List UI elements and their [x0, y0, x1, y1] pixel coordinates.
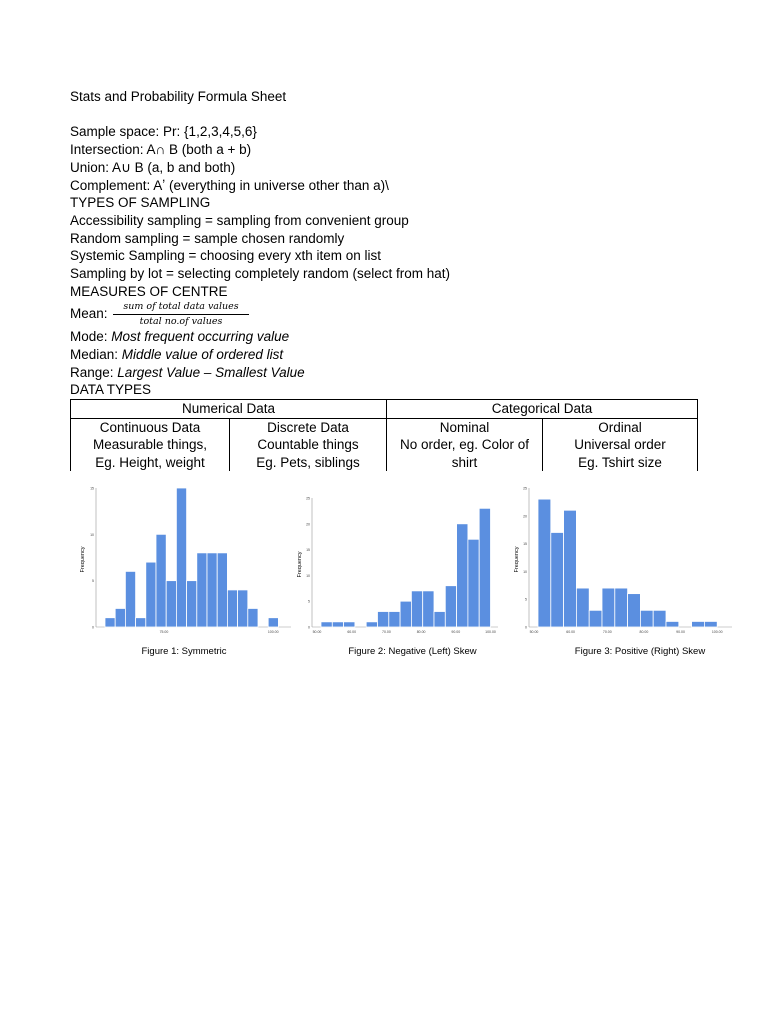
histogram-bar [197, 553, 207, 627]
histogram-bar [602, 588, 615, 627]
y-tick-label: 0 [525, 625, 527, 630]
categorical-header: Categorical Data [387, 400, 698, 419]
nominal-title: Nominal [439, 419, 490, 435]
y-tick-label: 15 [90, 486, 94, 491]
y-tick-label: 15 [306, 548, 310, 553]
histogram-bar [321, 622, 332, 627]
histogram-bar [400, 601, 411, 627]
histogram-bar [640, 610, 653, 627]
histogram-bar [187, 581, 197, 627]
histogram-bar [115, 608, 125, 627]
complement-line: Complement: Aʼ (everything in universe other than a)\ [70, 178, 389, 193]
ordinal-title: Ordinal [598, 419, 642, 435]
histogram-symmetric [78, 483, 293, 635]
histogram-bar [238, 590, 248, 627]
systemic-line: Systemic Sampling = choosing every xth item on list [70, 248, 382, 263]
continuous-title: Continuous Data [99, 419, 201, 435]
table-header-row [71, 400, 698, 419]
histogram-bar [653, 610, 666, 627]
y-tick-label: 20 [523, 514, 527, 519]
y-tick-label: 20 [306, 522, 310, 527]
data-types-heading: DATA TYPES [70, 382, 152, 397]
centre-heading: MEASURES OF CENTRE [70, 284, 228, 299]
histogram-bar [378, 612, 389, 627]
discrete-example: Eg. Pets, siblings [256, 454, 360, 470]
continuous-cell [71, 418, 230, 471]
y-tick-label: 25 [306, 496, 310, 501]
ordinal-example: Eg. Tshirt size [578, 454, 662, 470]
histogram-bar [615, 588, 628, 627]
x-tick-label: 100.00 [711, 630, 723, 634]
histogram-bar [105, 618, 115, 627]
mode-value: Most frequent occurring value [111, 329, 290, 344]
histogram-bar [227, 590, 237, 627]
histogram-bar [166, 581, 176, 627]
continuous-desc: Measurable things, [92, 437, 208, 452]
histogram-bar [551, 532, 564, 627]
mean-denominator: total no.of values [139, 316, 223, 327]
y-tick-label: 0 [92, 625, 94, 630]
mode-label: Mode: [70, 329, 112, 344]
lot-line: Sampling by lot = selecting completely random (select from hat) [70, 266, 451, 281]
histogram-bar [156, 534, 166, 627]
mode-line [70, 328, 289, 345]
x-tick-label: 70.00 [602, 630, 612, 634]
table-body-row [71, 418, 698, 471]
y-tick-label: 5 [525, 597, 527, 602]
histogram-bar [366, 622, 377, 627]
y-tick-label: 10 [90, 532, 94, 537]
nominal-example: shirt [451, 454, 478, 470]
range-line [70, 364, 305, 381]
x-tick-label: 90.00 [676, 630, 685, 634]
page-title: Stats and Probability Formula Sheet [70, 89, 287, 104]
y-tick-label: 0 [308, 625, 310, 630]
y-axis-label: Frequency [514, 546, 520, 573]
histogram-bar [576, 588, 589, 627]
histogram-bar [136, 618, 146, 627]
continuous-example: Eg. Height, weight [95, 454, 205, 470]
sampling-heading: TYPES OF SAMPLING [70, 195, 211, 210]
histogram-bar [704, 621, 717, 627]
y-axis-label: Frequency [80, 546, 86, 573]
x-tick-label: 90.00 [451, 630, 461, 634]
x-tick-label: 80.00 [416, 630, 426, 634]
x-tick-label: 50.00 [312, 630, 322, 634]
y-tick-label: 25 [523, 486, 527, 491]
histogram-bar [434, 612, 445, 627]
histogram-bar [538, 499, 551, 627]
x-tick-label: 70.00 [382, 630, 391, 634]
x-tick-label: 80.00 [639, 630, 649, 634]
x-tick-label: 75.00 [159, 630, 169, 634]
random-line: Random sampling = sample chosen randomly [70, 231, 345, 246]
intersection-line: Intersection: A∩ B (both a + b) [70, 142, 252, 157]
histogram-bar [445, 586, 456, 627]
mean-label: Mean: [70, 306, 108, 321]
numerical-header: Numerical Data [71, 400, 387, 419]
mean-numerator: sum of total data values [113, 300, 249, 315]
histogram-bar [389, 612, 400, 627]
figure-3-caption: Figure 3: Positive (Right) Skew [574, 646, 706, 657]
nominal-cell [387, 418, 543, 471]
histogram-bar [344, 622, 355, 627]
x-tick-label: 60.00 [566, 630, 576, 634]
histogram-bar [411, 591, 422, 627]
y-tick-label: 10 [523, 569, 527, 574]
histogram-bar [176, 488, 186, 627]
histogram-bar [479, 508, 490, 627]
histogram-bar [332, 622, 343, 627]
histogram-bar [207, 553, 217, 627]
nominal-desc: No order, eg. Color of [399, 437, 530, 452]
histogram-bar [146, 562, 156, 627]
x-tick-label: 100.00 [267, 630, 279, 634]
sample-space-line: Sample space: Pr: {1,2,3,4,5,6} [70, 124, 257, 139]
figure-2-caption: Figure 2: Negative (Left) Skew [348, 646, 477, 657]
ordinal-desc: Universal order [574, 437, 666, 452]
x-tick-label: 60.00 [347, 630, 357, 634]
median-value: Middle value of ordered list [121, 347, 284, 362]
histogram-left-skew [295, 490, 500, 635]
y-axis-label: Frequency [297, 551, 303, 578]
histogram-bar [564, 510, 577, 627]
histogram-right-skew [512, 483, 734, 635]
discrete-desc: Countable things [257, 437, 359, 452]
median-label: Median: [70, 347, 122, 362]
histogram-bar [692, 621, 705, 627]
range-value: Largest Value – Smallest Value [117, 365, 305, 380]
histogram-bar [589, 610, 602, 627]
histogram-bar [217, 553, 227, 627]
ordinal-cell [543, 418, 698, 471]
discrete-title: Discrete Data [267, 419, 349, 435]
mean-fraction [113, 300, 249, 328]
histogram-bar [457, 524, 468, 627]
figure-1-caption: Figure 1: Symmetric [141, 646, 227, 657]
data-types-table [70, 399, 698, 471]
union-line: Union: A∪ B (a, b and both) [70, 160, 236, 175]
y-tick-label: 15 [523, 542, 527, 547]
histogram-bar [666, 621, 679, 627]
histogram-bar [125, 571, 135, 627]
x-tick-label: 100.00 [485, 630, 496, 634]
range-label: Range: [70, 365, 118, 380]
histogram-bar [268, 618, 278, 627]
median-line [70, 346, 283, 363]
y-tick-label: 5 [308, 599, 310, 604]
histogram-bar [248, 608, 258, 627]
y-tick-label: 5 [92, 579, 94, 584]
x-tick-label: 50.00 [529, 630, 539, 634]
accessibility-line: Accessibility sampling = sampling from convenient group [70, 213, 409, 228]
histogram-bar [628, 594, 641, 627]
histogram-bar [468, 539, 479, 627]
discrete-cell [230, 418, 387, 471]
histogram-bar [423, 591, 434, 627]
y-tick-label: 10 [306, 573, 310, 578]
